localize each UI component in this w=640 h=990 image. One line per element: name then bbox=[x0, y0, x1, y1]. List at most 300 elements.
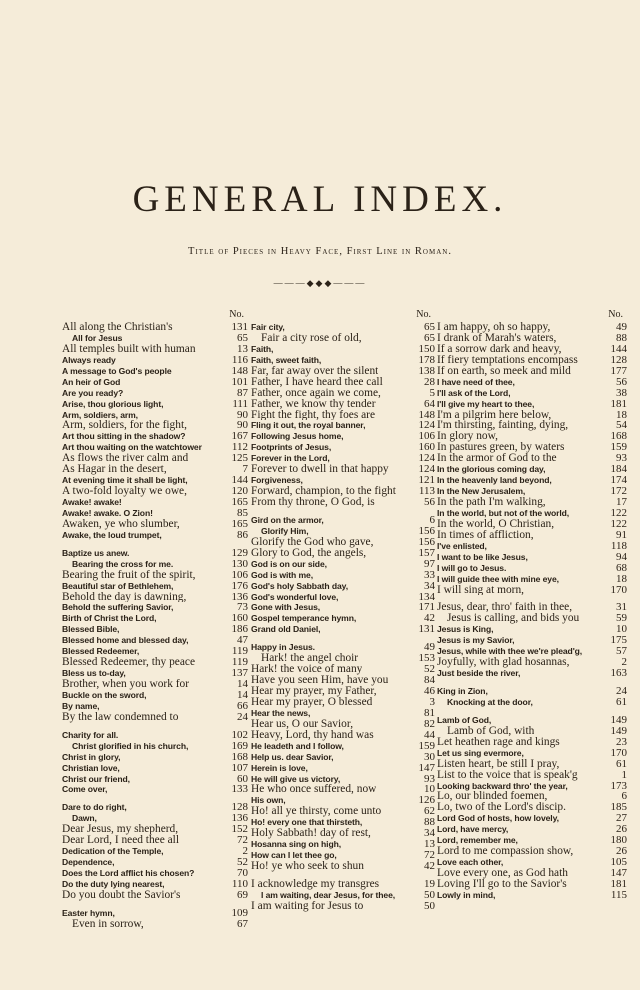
entry-title: Dare to do right, bbox=[62, 802, 127, 813]
entry-title: He leadeth and I follow, bbox=[251, 740, 344, 751]
entry-number: 148 bbox=[231, 364, 248, 377]
entry-number: 97 bbox=[424, 557, 435, 570]
page-subtitle: Title of Pieces in Heavy Face, First Line in Roman. bbox=[188, 246, 452, 257]
entry-number: 31 bbox=[616, 601, 627, 614]
entry-title: I've enlisted, bbox=[437, 540, 487, 551]
index-entry bbox=[437, 715, 627, 726]
entry-title: Jesus is calling, and bids you bbox=[447, 613, 580, 625]
entry-title: Hark! the angel choir bbox=[261, 653, 359, 665]
entry-number: 168 bbox=[231, 750, 248, 763]
index-entry bbox=[251, 559, 435, 570]
index-entry bbox=[62, 420, 248, 431]
index-entry bbox=[437, 442, 627, 453]
index-entry bbox=[251, 879, 435, 890]
entry-number: 136 bbox=[231, 812, 248, 825]
index-entry bbox=[437, 759, 627, 770]
entry-number: 91 bbox=[616, 528, 627, 541]
index-entry bbox=[62, 399, 248, 410]
entry-number: 176 bbox=[231, 579, 248, 592]
index-entry bbox=[62, 333, 248, 344]
entry-title: Awake! awake! bbox=[62, 497, 122, 507]
entry-number: 6 bbox=[429, 513, 435, 526]
index-entry bbox=[437, 530, 627, 541]
index-entry bbox=[62, 679, 248, 690]
entry-title: Ho! every one that thirsteth, bbox=[251, 817, 363, 828]
entry-title: Footprints of Jesus, bbox=[251, 442, 332, 453]
entry-number: 81 bbox=[424, 706, 435, 719]
entry-title: Faith, sweet faith, bbox=[251, 354, 322, 365]
index-entry bbox=[62, 730, 248, 741]
index-entry bbox=[437, 791, 627, 802]
entry-title: Christ glorified in his church, bbox=[72, 740, 189, 751]
entry-number: 18 bbox=[616, 572, 627, 585]
entry-number: 10 bbox=[424, 783, 435, 796]
index-entry bbox=[251, 399, 435, 410]
entry-title: Joyfully, with glad hosannas, bbox=[437, 657, 570, 669]
index-entry bbox=[251, 642, 435, 653]
index-entry bbox=[251, 850, 435, 861]
entry-title: Dear Jesus, my shepherd, bbox=[62, 824, 179, 836]
index-entry bbox=[62, 879, 248, 890]
entry-number: 126 bbox=[418, 794, 435, 807]
entry-number: 186 bbox=[231, 623, 248, 636]
index-entry bbox=[437, 486, 627, 497]
index-column-3 bbox=[437, 308, 627, 901]
entry-number: 180 bbox=[610, 834, 627, 847]
entry-title: Art thou waiting on the watchtower bbox=[62, 442, 202, 453]
entry-number: 17 bbox=[616, 496, 627, 508]
entry-number: 185 bbox=[610, 801, 627, 814]
index-entry bbox=[62, 741, 248, 752]
entry-number: 173 bbox=[610, 779, 627, 792]
entry-number: 87 bbox=[237, 386, 248, 399]
entry-title: In the glorious coming day, bbox=[437, 464, 546, 475]
entry-title: Heavy, Lord, thy hand was bbox=[251, 729, 374, 741]
entry-title: Let heathen rage and kings bbox=[437, 736, 560, 748]
entry-title: God's wonderful love, bbox=[251, 591, 339, 602]
entry-title: An heir of God bbox=[62, 376, 121, 387]
index-entry bbox=[62, 581, 248, 592]
entry-number: 115 bbox=[610, 888, 627, 901]
entry-title: He who once suffered, now bbox=[251, 784, 377, 796]
letter-group-gap bbox=[251, 508, 435, 515]
entry-number: 178 bbox=[418, 353, 435, 366]
letter-group-gap bbox=[62, 901, 248, 908]
entry-number: 66 bbox=[237, 699, 248, 712]
entry-title: Gospel temperance hymn, bbox=[251, 613, 357, 624]
entry-title: Forward, champion, to the fight bbox=[251, 486, 396, 498]
index-entry bbox=[437, 563, 627, 574]
entry-title: I'm thirsting, fainting, dying, bbox=[437, 420, 569, 432]
entry-title: Bearing the fruit of the spirit, bbox=[62, 569, 196, 581]
index-entry bbox=[437, 646, 627, 657]
entry-title: Glorify Him, bbox=[261, 525, 309, 536]
index-entry bbox=[251, 602, 435, 613]
index-entry bbox=[437, 388, 627, 399]
entry-number: 129 bbox=[231, 546, 248, 559]
index-entry bbox=[62, 635, 248, 646]
letter-group-gap bbox=[437, 679, 627, 686]
index-entry bbox=[437, 635, 627, 646]
index-entry bbox=[62, 846, 248, 857]
index-entry bbox=[62, 857, 248, 868]
index-entry bbox=[62, 464, 248, 475]
entry-number: 107 bbox=[231, 761, 248, 774]
entry-number: 136 bbox=[231, 590, 248, 603]
index-entry bbox=[437, 475, 627, 486]
index-entry bbox=[62, 431, 248, 442]
entry-title: God's holy Sabbath day, bbox=[251, 580, 348, 591]
entry-number: 184 bbox=[610, 463, 627, 476]
column-header-no: No. bbox=[416, 309, 431, 320]
entry-title: Grand old Daniel, bbox=[251, 624, 321, 635]
entry-title: Always ready bbox=[62, 354, 116, 365]
entry-number: 34 bbox=[424, 579, 435, 592]
index-entry bbox=[251, 377, 435, 388]
entry-number: 170 bbox=[610, 746, 627, 759]
index-entry bbox=[62, 763, 248, 774]
entry-title: In the world, but not of the world, bbox=[437, 507, 570, 518]
index-entry bbox=[62, 784, 248, 795]
index-entry bbox=[251, 526, 435, 537]
index-entry bbox=[62, 530, 248, 541]
index-entry bbox=[437, 497, 627, 508]
index-entry bbox=[437, 602, 627, 613]
entry-title: Ho! all ye thirsty, come unto bbox=[251, 806, 382, 818]
entry-title: Fling it out, the royal banner, bbox=[251, 420, 366, 431]
index-entry bbox=[251, 410, 435, 421]
entry-number: 54 bbox=[616, 419, 627, 432]
index-entry bbox=[437, 813, 627, 824]
entry-title: Loving I'll go to the Savior's bbox=[437, 878, 567, 890]
entry-number: 2 bbox=[242, 845, 248, 858]
entry-title: Fair a city rose of old, bbox=[261, 332, 362, 344]
entry-number: 150 bbox=[418, 342, 435, 355]
entry-number: 10 bbox=[616, 623, 627, 636]
index-entry bbox=[62, 690, 248, 701]
index-entry bbox=[251, 420, 435, 431]
entry-title: Behold the suffering Savior, bbox=[62, 602, 174, 613]
index-entry bbox=[437, 464, 627, 475]
entry-number: 47 bbox=[237, 634, 248, 647]
entry-title: Fight the fight, thy foes are bbox=[251, 409, 376, 421]
entry-number: 14 bbox=[237, 688, 248, 701]
entry-title: Easter hymn, bbox=[62, 907, 115, 918]
index-entry bbox=[251, 784, 435, 795]
entry-title: I acknowledge my transgres bbox=[251, 878, 380, 890]
entry-title: Awaken, ye who slumber, bbox=[62, 518, 180, 530]
entry-title: Come over, bbox=[62, 784, 108, 795]
index-entry bbox=[251, 592, 435, 603]
entry-title: Lord, have mercy, bbox=[437, 824, 509, 835]
index-entry bbox=[251, 475, 435, 486]
index-entry bbox=[437, 770, 627, 781]
index-entry bbox=[251, 697, 435, 708]
entry-title: Knocking at the door, bbox=[447, 696, 533, 707]
entry-title: Forever in the Lord, bbox=[251, 453, 330, 464]
index-entry bbox=[251, 730, 435, 741]
entry-number: 159 bbox=[418, 739, 435, 752]
entry-title: In times of affliction, bbox=[437, 529, 534, 541]
index-entry bbox=[62, 701, 248, 712]
entry-title: Beautiful star of Bethlehem, bbox=[62, 580, 174, 591]
entry-number: 167 bbox=[231, 430, 248, 443]
entry-title: From thy throne, O God, is bbox=[251, 497, 375, 508]
entry-title: In the world, O Christian, bbox=[437, 518, 555, 530]
entry-title: Dawn, bbox=[72, 813, 97, 824]
entry-number: 52 bbox=[237, 856, 248, 869]
index-entry bbox=[62, 442, 248, 453]
entry-title: Love every one, as God hath bbox=[437, 868, 568, 879]
entry-number: 113 bbox=[418, 485, 435, 498]
entry-number: 172 bbox=[610, 485, 627, 498]
index-entry bbox=[251, 333, 435, 344]
entry-number: 42 bbox=[424, 860, 435, 872]
index-entry bbox=[251, 515, 435, 526]
entry-title: Awake! awake. O Zion! bbox=[62, 507, 153, 518]
entry-number: 124 bbox=[418, 463, 435, 476]
entry-title: Faith, bbox=[251, 343, 274, 354]
index-entry bbox=[62, 410, 248, 421]
entry-number: 46 bbox=[424, 685, 435, 697]
index-entry bbox=[251, 355, 435, 366]
entry-number: 49 bbox=[424, 641, 435, 654]
index-entry bbox=[62, 344, 248, 355]
entry-title: I will guide thee with mine eye, bbox=[437, 573, 559, 584]
entry-title: I want to be like Jesus, bbox=[437, 551, 528, 562]
entry-title: In the New Jerusalem, bbox=[437, 486, 526, 497]
entry-number: 38 bbox=[616, 386, 627, 399]
index-entry bbox=[62, 355, 248, 366]
entry-number: 111 bbox=[232, 397, 248, 410]
entry-number: 90 bbox=[237, 408, 248, 421]
index-entry bbox=[437, 344, 627, 355]
index-entry bbox=[251, 664, 435, 675]
entry-title: Holy Sabbath! day of rest, bbox=[251, 828, 371, 840]
entry-number: 56 bbox=[616, 375, 627, 388]
entry-title: I am waiting, dear Jesus, for thee, bbox=[261, 889, 396, 900]
entry-title: Arm, soldiers, for the fight, bbox=[62, 420, 187, 432]
entry-number: 128 bbox=[231, 801, 248, 814]
entry-number: 153 bbox=[418, 652, 435, 665]
entry-title: Jesus, while with thee we're plead'g, bbox=[437, 646, 583, 657]
index-entry bbox=[62, 592, 248, 603]
entry-number: 42 bbox=[424, 612, 435, 625]
index-entry bbox=[62, 835, 248, 846]
entry-number: 147 bbox=[418, 761, 435, 774]
entry-number: 84 bbox=[424, 674, 435, 687]
index-entry bbox=[251, 817, 435, 828]
entry-title: He will give us victory, bbox=[251, 773, 341, 784]
entry-number: 26 bbox=[616, 823, 627, 836]
index-entry bbox=[62, 824, 248, 835]
index-entry bbox=[251, 537, 435, 548]
entry-number: 49 bbox=[616, 321, 627, 333]
index-entry bbox=[251, 774, 435, 785]
index-entry bbox=[437, 824, 627, 835]
index-entry bbox=[251, 344, 435, 355]
index-entry bbox=[437, 574, 627, 585]
entry-number: 122 bbox=[610, 517, 627, 530]
letter-group-gap bbox=[62, 541, 248, 548]
index-entry bbox=[62, 890, 248, 901]
index-entry bbox=[437, 624, 627, 635]
index-entry bbox=[251, 388, 435, 399]
entry-number: 170 bbox=[610, 583, 627, 596]
entry-number: 88 bbox=[616, 331, 627, 344]
entry-title: Buckle on the sword, bbox=[62, 689, 147, 700]
entry-title: All along the Christian's bbox=[62, 322, 173, 333]
entry-number: 119 bbox=[231, 656, 248, 669]
entry-title: Blessed Redeemer, thy peace bbox=[62, 657, 196, 669]
entry-title: Christian love, bbox=[62, 762, 120, 773]
index-entry bbox=[251, 613, 435, 624]
entry-number: 61 bbox=[616, 695, 627, 708]
entry-number: 73 bbox=[237, 601, 248, 614]
entry-title: Lo, our blinded foemen, bbox=[437, 791, 548, 803]
entry-number: 93 bbox=[616, 452, 627, 465]
index-entry bbox=[62, 366, 248, 377]
entry-number: 125 bbox=[231, 452, 248, 465]
index-entry bbox=[437, 781, 627, 792]
index-entry bbox=[62, 497, 248, 508]
entry-number: 131 bbox=[231, 321, 248, 333]
entry-title: All temples built with human bbox=[62, 343, 196, 355]
entry-number: 106 bbox=[231, 568, 248, 581]
entry-title: I'll ask of the Lord, bbox=[437, 387, 511, 398]
entry-number: 14 bbox=[237, 678, 248, 690]
entry-number: 86 bbox=[237, 528, 248, 541]
entry-number: 65 bbox=[424, 331, 435, 344]
entry-title: Does the Lord afflict his chosen? bbox=[62, 868, 195, 878]
entry-number: 119 bbox=[231, 645, 248, 658]
index-entry bbox=[437, 410, 627, 421]
entry-title: If on earth, so meek and mild bbox=[437, 365, 571, 377]
entry-title: Father, we know thy tender bbox=[251, 398, 376, 410]
entry-title: Arm, soldiers, arm, bbox=[62, 409, 138, 420]
entry-title: Awake, the loud trumpet, bbox=[62, 529, 162, 540]
entry-number: 93 bbox=[424, 772, 435, 785]
entry-number: 23 bbox=[616, 735, 627, 748]
entry-title: Father, I have heard thee call bbox=[251, 376, 383, 388]
entry-title: In the armor of God to the bbox=[437, 453, 557, 465]
entry-title: King in Zion, bbox=[437, 686, 488, 696]
entry-title: Even in sorrow, bbox=[72, 918, 144, 930]
entry-number: 177 bbox=[610, 364, 627, 377]
entry-title: By the law condemned to bbox=[62, 711, 179, 723]
entry-title: Hosanna sing on high, bbox=[251, 839, 342, 850]
entry-title: Are you ready? bbox=[62, 387, 124, 398]
index-entry bbox=[62, 475, 248, 486]
entry-title: Baptize us anew. bbox=[62, 547, 130, 558]
entry-number: 124 bbox=[418, 419, 435, 432]
index-entry bbox=[62, 602, 248, 613]
entry-number: 181 bbox=[610, 877, 627, 890]
index-entry bbox=[251, 366, 435, 377]
index-entry bbox=[437, 726, 627, 737]
entry-number: 68 bbox=[616, 561, 627, 574]
index-entry bbox=[437, 322, 627, 333]
entry-title: I am waiting for Jesus to bbox=[251, 900, 364, 912]
entry-number: 152 bbox=[231, 823, 248, 836]
entry-number: 160 bbox=[418, 441, 435, 454]
ornament-divider: ———◆◆◆——— bbox=[273, 278, 367, 288]
entry-title: Art thou sitting in the shadow? bbox=[62, 431, 186, 442]
entry-number: 62 bbox=[424, 805, 435, 818]
entry-title: Listen heart, be still I pray, bbox=[437, 758, 560, 770]
index-entry bbox=[251, 763, 435, 774]
entry-number: 57 bbox=[616, 645, 627, 658]
entry-number: 157 bbox=[418, 546, 435, 559]
entry-number: 149 bbox=[610, 724, 627, 737]
index-entry bbox=[251, 901, 435, 912]
index-entry bbox=[251, 741, 435, 752]
index-entry bbox=[62, 908, 248, 919]
entry-title: Help us. dear Savior, bbox=[251, 751, 334, 762]
entry-title: Lord to me compassion show, bbox=[437, 846, 574, 858]
index-entry bbox=[251, 890, 435, 901]
entry-title: Christ in glory, bbox=[62, 751, 121, 762]
entry-title: Brother, when you work for bbox=[62, 679, 190, 690]
index-entry bbox=[437, 366, 627, 377]
index-entry bbox=[251, 431, 435, 442]
entry-title: Gone with Jesus, bbox=[251, 602, 321, 613]
entry-number: 50 bbox=[424, 888, 435, 901]
entry-number: 112 bbox=[231, 441, 248, 454]
entry-title: If fiery temptations encompass bbox=[437, 354, 578, 366]
index-entry bbox=[62, 508, 248, 519]
entry-title: I will sing at morn, bbox=[437, 584, 525, 596]
entry-title: Forever to dwell in that happy bbox=[251, 464, 389, 476]
entry-number: 159 bbox=[610, 441, 627, 454]
entry-number: 67 bbox=[237, 917, 248, 930]
letter-group-gap bbox=[251, 872, 435, 879]
index-entry bbox=[437, 333, 627, 344]
index-entry bbox=[437, 748, 627, 759]
index-entry bbox=[437, 541, 627, 552]
entry-title: His own, bbox=[251, 795, 286, 806]
letter-group-gap bbox=[62, 795, 248, 802]
entry-title: Blessed Redeemer, bbox=[62, 646, 140, 657]
entry-number: 7 bbox=[242, 463, 248, 476]
index-entry bbox=[62, 453, 248, 464]
entry-number: 72 bbox=[424, 849, 435, 862]
entry-title: Glory to God, the angels, bbox=[251, 547, 367, 559]
entry-title: All for Jesus bbox=[72, 332, 123, 343]
letter-group-gap bbox=[437, 708, 627, 715]
index-entry bbox=[437, 519, 627, 530]
entry-number: 61 bbox=[616, 757, 627, 770]
entry-number: 106 bbox=[418, 430, 435, 443]
index-entry bbox=[62, 712, 248, 723]
entry-title: Happy in Jesus. bbox=[251, 642, 315, 653]
index-entry bbox=[62, 486, 248, 497]
index-entry bbox=[62, 559, 248, 570]
entry-number: 165 bbox=[231, 496, 248, 508]
entry-number: 165 bbox=[231, 517, 248, 530]
entry-number: 137 bbox=[231, 667, 248, 680]
index-entry bbox=[62, 377, 248, 388]
entry-title: In the path I'm walking, bbox=[437, 497, 546, 508]
entry-title: List to the voice that is speak'g bbox=[437, 769, 578, 781]
entry-title: Dear Lord, I need thee all bbox=[62, 835, 180, 847]
index-entry bbox=[251, 686, 435, 697]
index-entry bbox=[251, 806, 435, 817]
entry-number: 72 bbox=[237, 834, 248, 847]
entry-number: 163 bbox=[610, 667, 627, 680]
index-entry bbox=[251, 795, 435, 806]
entry-title: Dependence, bbox=[62, 857, 115, 868]
